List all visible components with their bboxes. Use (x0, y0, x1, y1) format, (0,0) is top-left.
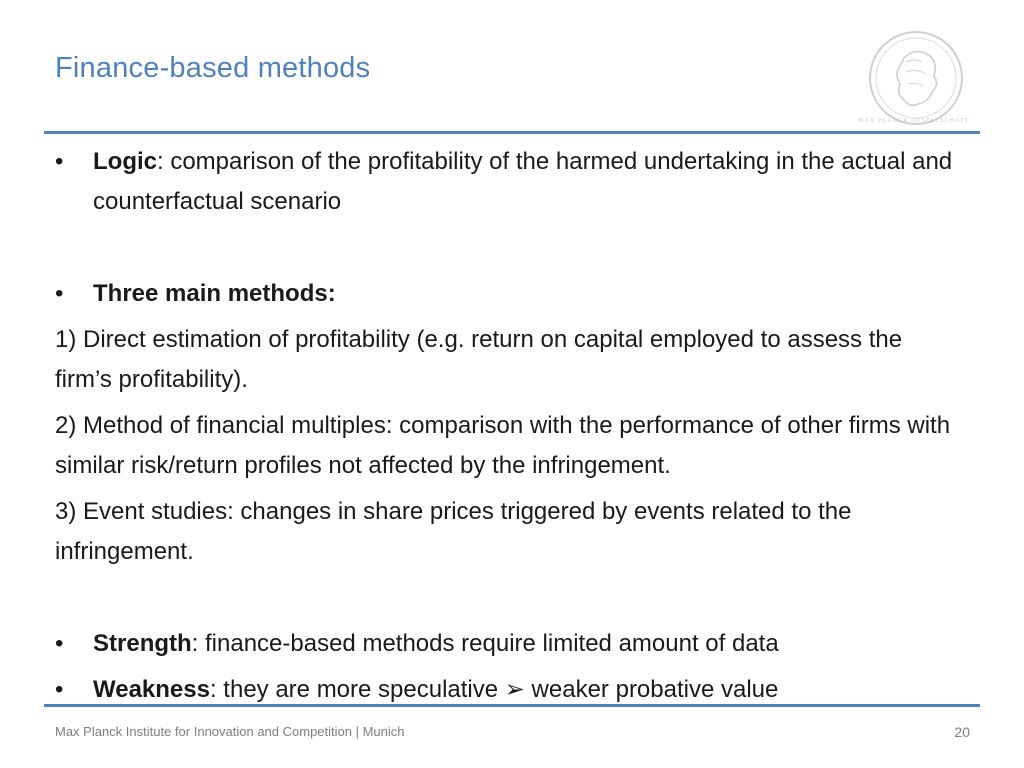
bullet-logic (55, 142, 955, 222)
logo-caption: MAX PLANCK GESELLSCHAFT (858, 118, 970, 124)
method-2: 2) Method of financial multiples: comparison with the performance of other firms with similar risk/return profiles not affected by the infringement. (55, 412, 951, 479)
page-number: 20 (954, 724, 970, 740)
logic-label: Logic (93, 148, 157, 175)
bullet-icon: • (55, 630, 64, 657)
three-methods-label: Three main methods: (93, 280, 336, 307)
strength-text: : finance-based methods require limited amount of data (191, 630, 779, 657)
minerva-logo-icon (866, 28, 966, 128)
slide-title: Finance-based methods (55, 52, 371, 84)
method-1: 1) Direct estimation of profitability (e.g. return on capital employed to assess the firm’s profitability). (55, 326, 903, 393)
bullet-strength (55, 624, 955, 664)
bullet-three-methods (55, 274, 955, 314)
bullet-icon: • (55, 280, 64, 307)
footer-divider (44, 704, 980, 707)
weakness-label: Weakness (93, 676, 210, 703)
slide-body (55, 142, 955, 710)
header-divider (44, 131, 980, 134)
logic-text: : comparison of the profitability of the harmed undertaking in the actual and counterfactual scenario (93, 148, 953, 215)
method-3: 3) Event studies: changes in share prices triggered by events related to the infringement. (55, 498, 852, 565)
bullet-icon: • (55, 676, 64, 703)
footer-text: Max Planck Institute for Innovation and Competition | Munich (55, 724, 405, 739)
weakness-text: : they are more speculative ➢ weaker probative value (209, 676, 779, 703)
bullet-icon: • (55, 148, 64, 175)
strength-label: Strength (93, 630, 192, 657)
